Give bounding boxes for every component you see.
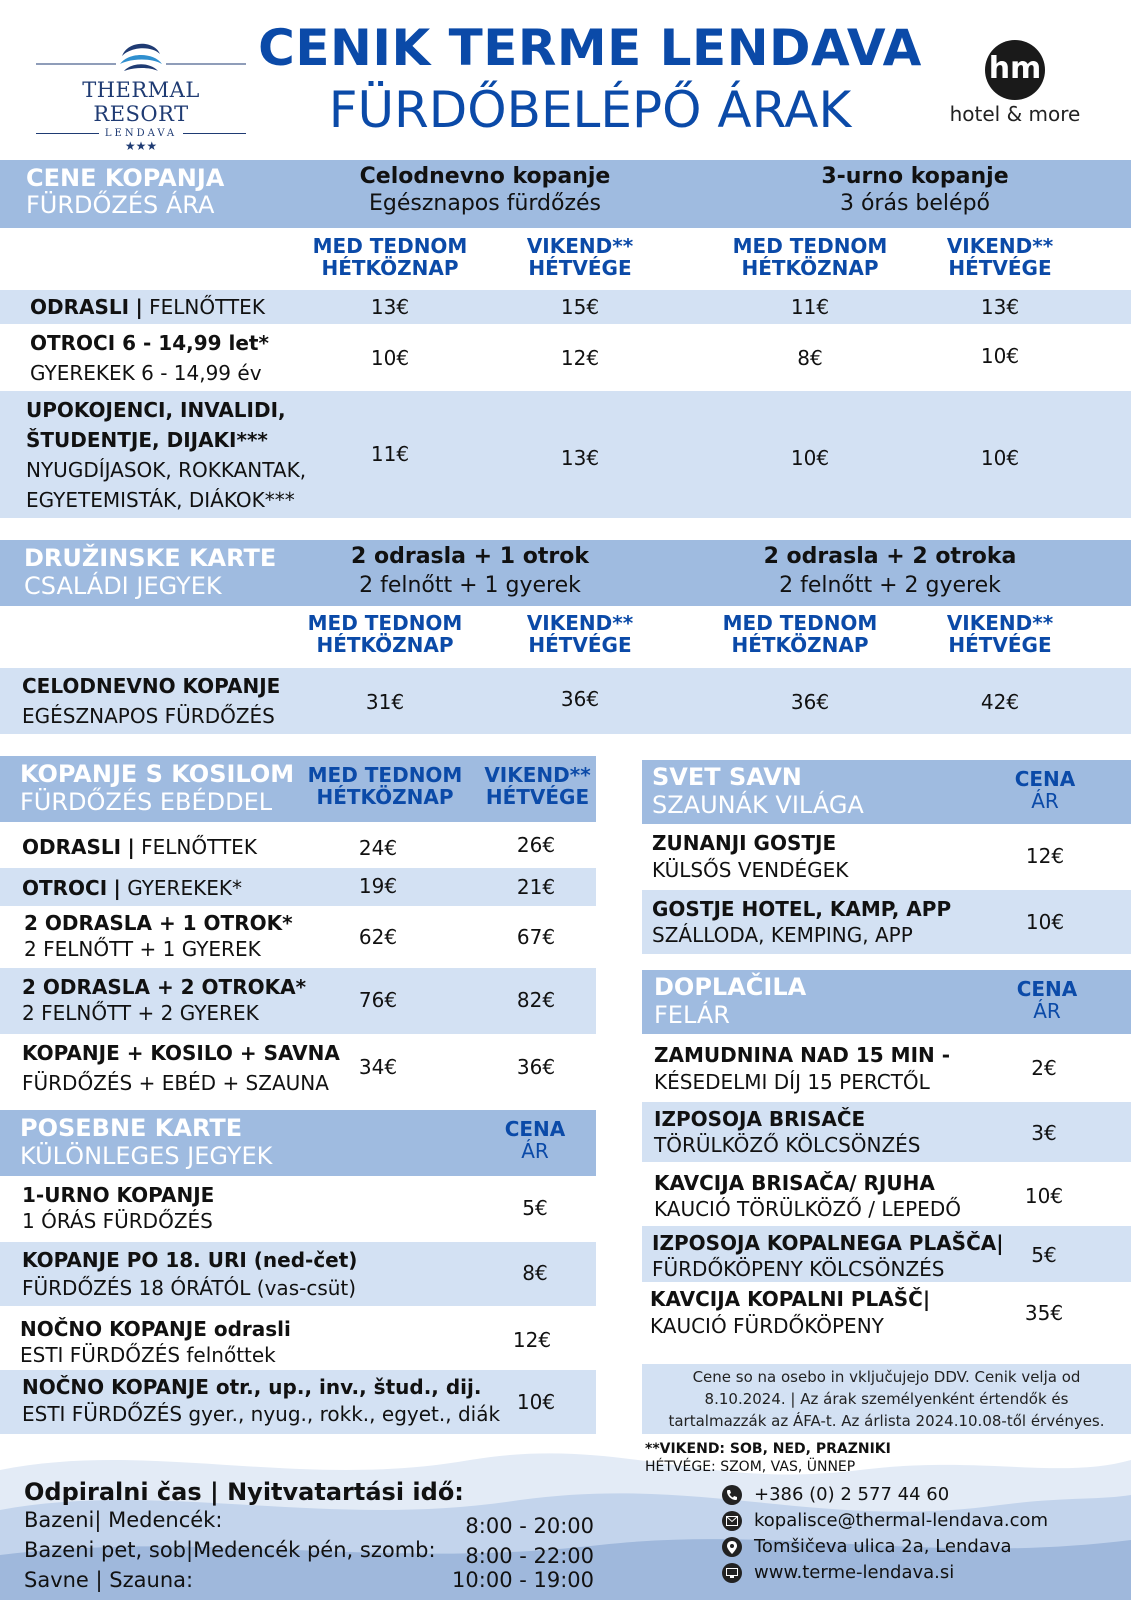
- price-cell: 62€: [358, 925, 398, 949]
- price-cell: 13€: [560, 446, 600, 470]
- hours-row: Bazeni pet, sob|Medencék pén, szomb: 8:00 - 22:00: [24, 1538, 594, 1568]
- row-label: ZAMUDNINA NAD 15 MIN - KÉSEDELMI DÍJ 15 PERCTŐL: [654, 1043, 951, 1094]
- row-label: KOPANJE PO 18. URI (ned-čet) FÜRDŐZÉS 18 ÓRÁTÓL (vas-csüt): [22, 1248, 358, 1300]
- hours-row: Savne | Szauna: 10:00 - 19:00: [24, 1568, 594, 1592]
- weekday-label-hu: HÉTKÖZNAP: [316, 785, 454, 809]
- price-cell: 21€: [516, 875, 556, 899]
- weekend-label-sl: VIKEND**: [484, 763, 591, 787]
- price-label-hu: ÁR: [1033, 999, 1061, 1023]
- price-label-sl: CENA: [504, 1117, 566, 1141]
- price-cell: 24€: [358, 836, 398, 860]
- contact-address: Tomšičeva ulica 2a, Lendava: [722, 1534, 1048, 1560]
- family-col2-subtitle: 2 felnőtt + 2 gyerek: [779, 573, 1001, 598]
- price-cell: 42€: [980, 690, 1020, 714]
- price-cell: 36€: [790, 690, 830, 714]
- price-cell: 34€: [358, 1055, 398, 1079]
- price-cell: 2€: [1031, 1056, 1057, 1080]
- weekend-label-hu: HÉTVÉGE: [948, 633, 1052, 657]
- price-label-sl: CENA: [1016, 977, 1078, 1001]
- full-day-title: Celodnevno kopanje: [359, 164, 611, 189]
- sauna-title-sl: SVET SAVN: [652, 763, 802, 791]
- row-label: 2 ODRASLA + 2 OTROKA* 2 FELNŐTT + 2 GYEREK: [22, 975, 307, 1025]
- weekend-label-sl: VIKEND**: [526, 234, 634, 258]
- weekend-label-sl: VIKEND**: [526, 611, 634, 635]
- opening-hours-list: [24, 1508, 594, 1592]
- row-label: OTROCI | GYEREKEK*: [22, 876, 242, 900]
- opening-hours-title: Odpiralni čas | Nyitvatartási idő:: [24, 1478, 464, 1506]
- hm-logo-icon: hm: [985, 40, 1045, 100]
- resort-name: THERMAL RESORT: [82, 78, 200, 126]
- price-cell: 76€: [358, 988, 398, 1012]
- row-label: IZPOSOJA BRISAČE TÖRÜLKÖZŐ KÖLCSÖNZÉS: [654, 1107, 921, 1157]
- lunch-title-hu: FÜRDŐZÉS EBÉDDEL: [20, 788, 273, 816]
- contact-website[interactable]: www.terme-lendava.si: [722, 1560, 1048, 1586]
- hotel-and-more-logo: [940, 40, 1090, 130]
- thermal-resort-logo: [36, 34, 246, 153]
- family-col1-title: 2 odrasla + 1 otrok: [351, 544, 589, 569]
- weekday-label-sl: MED TEDNOM: [722, 611, 878, 635]
- row-label: KOPANJE + KOSILO + SAVNA FÜRDŐZÉS + EBÉD + SZAUNA: [22, 1041, 340, 1095]
- row-label: 1-URNO KOPANJE 1 ÓRÁS FÜRDŐZÉS: [22, 1183, 215, 1233]
- sauna-title-hu: SZAUNÁK VILÁGA: [652, 791, 864, 819]
- price-label-hu: ÁR: [521, 1139, 549, 1163]
- resort-stars: ★★★: [124, 139, 158, 153]
- weekend-label-sl: VIKEND**: [946, 611, 1054, 635]
- extras-title-hu: FELÁR: [654, 1001, 730, 1029]
- location-pin-icon: [722, 1537, 742, 1557]
- contact-list: [722, 1482, 1048, 1586]
- price-cell: 11€: [790, 295, 830, 319]
- col-weekday-1: [305, 612, 465, 656]
- price-cell: 36€: [560, 687, 600, 711]
- extras-title-sl: DOPLAČILA: [654, 973, 807, 1001]
- weekend-label-hu: HÉTVÉGE: [485, 785, 590, 809]
- special-title-sl: POSEBNE KARTE: [20, 1114, 243, 1142]
- col-weekend: [470, 764, 605, 808]
- row-label: NOČNO KOPANJE otr., up., inv., štud., dij. ESTI FÜRDŐZÉS gyer., nyug., rokk., egyet., diák: [22, 1375, 501, 1426]
- family-col2-title: 2 odrasla + 2 otroka: [763, 544, 1017, 569]
- page-title: CENIK TERME LENDAVA: [258, 19, 922, 77]
- price-label-hu: ÁR: [1031, 789, 1059, 813]
- weekday-label-sl: MED TEDNOM: [307, 611, 463, 635]
- price-cell: 10€: [516, 1390, 556, 1414]
- price-cell: 82€: [516, 988, 556, 1012]
- family-title-sl: DRUŽINSKE KARTE: [24, 544, 277, 572]
- price-cell: 10€: [790, 446, 830, 470]
- weekend-label-hu: HÉTVÉGE: [528, 256, 632, 280]
- row-label: CELODNEVNO KOPANJE EGÉSZNAPOS FÜRDŐZÉS: [22, 674, 281, 728]
- weekday-label-hu: HÉTKÖZNAP: [741, 256, 879, 280]
- resort-location: LENDAVA: [104, 128, 178, 139]
- price-cell: 12€: [1025, 844, 1065, 868]
- price-cell: 12€: [512, 1328, 552, 1352]
- row-label: KAVCIJA KOPALNI PLAŠČ| KAUCIÓ FÜRDŐKÖPENY: [650, 1287, 931, 1338]
- full-day-subtitle: Egésznapos fürdőzés: [368, 191, 602, 216]
- price-label-sl: CENA: [1014, 767, 1076, 791]
- col-weekday-2: [730, 235, 890, 279]
- phone-icon: [722, 1485, 742, 1505]
- weekend-label-hu: HÉTVÉGE: [528, 633, 632, 657]
- hotel-and-more-text: hotel & more: [949, 102, 1081, 126]
- price-cell: 10€: [1024, 1184, 1064, 1208]
- weekday-label-hu: HÉTKÖZNAP: [731, 633, 869, 657]
- three-hour-title: 3-urno kopanje: [821, 164, 1009, 189]
- price-cell: 15€: [560, 295, 600, 319]
- col-price: [990, 768, 1100, 812]
- family-col1-subtitle: 2 felnőtt + 1 gyerek: [359, 573, 581, 598]
- weekday-label-hu: HÉTKÖZNAP: [321, 256, 459, 280]
- price-cell: 3€: [1031, 1121, 1057, 1145]
- note-line: tartalmazzák az ÁFA-t. Az árlista 2024.10.08-től érvényes.: [668, 1412, 1105, 1430]
- row-label: 2 ODRASLA + 1 OTROK* 2 FELNŐTT + 1 GYEREK: [24, 911, 293, 961]
- weekend-label-hu: HÉTVÉGE: [948, 256, 1052, 280]
- weekend-label-sl: VIKEND**: [946, 234, 1054, 258]
- price-note: [642, 1364, 1131, 1434]
- monitor-icon: [722, 1563, 742, 1583]
- weekend-footnote: [645, 1440, 891, 1476]
- row-label: GOSTJE HOTEL, KAMP, APP SZÁLLODA, KEMPING, APP: [652, 897, 952, 947]
- price-cell: 67€: [516, 925, 556, 949]
- col-weekend-2: [920, 612, 1080, 656]
- price-cell: 10€: [370, 346, 410, 370]
- page-subtitle: FÜRDŐBELÉPŐ ÁRAK: [328, 81, 852, 139]
- col-weekday-2: [720, 612, 880, 656]
- lunch-title-sl: KOPANJE S KOSILOM: [20, 760, 295, 788]
- col-weekend-1: [500, 612, 660, 656]
- row-label: ODRASLI | FELNŐTTEK: [30, 295, 265, 319]
- note-line: Cene so na osebo in vključujejo DDV. Cenik velja od: [692, 1368, 1081, 1386]
- col-price: [480, 1118, 590, 1162]
- row-label: NOČNO KOPANJE odrasli ESTI FÜRDŐZÉS felnőttek: [20, 1317, 291, 1367]
- col-weekday: [305, 764, 465, 808]
- weekend-footnote-sl: **VIKEND: SOB, NED, PRAZNIKI: [645, 1441, 891, 1457]
- wave-logo-icon: [36, 34, 246, 78]
- price-cell: 31€: [365, 690, 405, 714]
- price-cell: 5€: [1031, 1243, 1057, 1267]
- price-cell: 5€: [522, 1196, 548, 1220]
- contact-phone[interactable]: +386 (0) 2 577 44 60: [722, 1482, 1048, 1508]
- col-weekend-2: [920, 235, 1080, 279]
- weekend-footnote-hu: HÉTVÉGE: SZOM, VAS, ÜNNEP: [645, 1459, 856, 1475]
- col-price: [992, 978, 1102, 1022]
- price-cell: 8€: [522, 1261, 548, 1285]
- three-hour-subtitle: 3 órás belépő: [839, 191, 990, 216]
- price-cell: 10€: [980, 446, 1020, 470]
- price-cell: 13€: [370, 295, 410, 319]
- price-cell: 10€: [1025, 910, 1065, 934]
- price-cell: 35€: [1024, 1301, 1064, 1325]
- row-label: ZUNANJI GOSTJE KÜLSŐS VENDÉGEK: [652, 831, 849, 882]
- note-line: 8.10.2024. | Az árak személyenként értendők és: [704, 1390, 1069, 1408]
- family-title-hu: CSALÁDI JEGYEK: [24, 572, 222, 600]
- price-cell: 13€: [980, 295, 1020, 319]
- special-title-hu: KÜLÖNLEGES JEGYEK: [20, 1142, 273, 1170]
- hours-row: Bazeni| Medencék: 8:00 - 20:00: [24, 1508, 594, 1538]
- col-weekday-1: [310, 235, 470, 279]
- price-cell: 10€: [980, 344, 1020, 368]
- contact-email[interactable]: kopalisce@thermal-lendava.com: [722, 1508, 1048, 1534]
- price-cell: 11€: [370, 442, 410, 466]
- col-weekend-1: [500, 235, 660, 279]
- row-label: IZPOSOJA KOPALNEGA PLAŠČA| FÜRDŐKÖPENY KÖLCSÖNZÉS: [652, 1231, 1004, 1281]
- price-cell: 8€: [797, 346, 823, 370]
- bathing-title-sl: CENE KOPANJA: [26, 164, 225, 192]
- weekday-label-sl: MED TEDNOM: [307, 763, 463, 787]
- bathing-title-hu: FÜRDŐZÉS ÁRA: [26, 191, 215, 219]
- weekday-label-sl: MED TEDNOM: [732, 234, 888, 258]
- weekday-label-hu: HÉTKÖZNAP: [316, 633, 454, 657]
- row-label: ODRASLI | FELNŐTTEK: [22, 835, 257, 859]
- row-label: KAVCIJA BRISAČA/ RJUHA KAUCIÓ TÖRÜLKÖZŐ / LEPEDŐ: [654, 1171, 961, 1221]
- row-label: UPOKOJENCI, INVALIDI, ŠTUDENTJE, DIJAKI*** NYUGDÍJASOK, ROKKANTAK, EGYETEMISTÁK, DIÁKOK***: [26, 398, 307, 512]
- price-cell: 12€: [560, 346, 600, 370]
- price-cell: 19€: [358, 874, 398, 898]
- mail-icon: [722, 1511, 742, 1531]
- price-cell: 26€: [516, 833, 556, 857]
- weekday-label-sl: MED TEDNOM: [312, 234, 468, 258]
- row-label: OTROCI 6 - 14,99 let* GYEREKEK 6 - 14,99 év: [30, 331, 269, 385]
- price-cell: 36€: [516, 1055, 556, 1079]
